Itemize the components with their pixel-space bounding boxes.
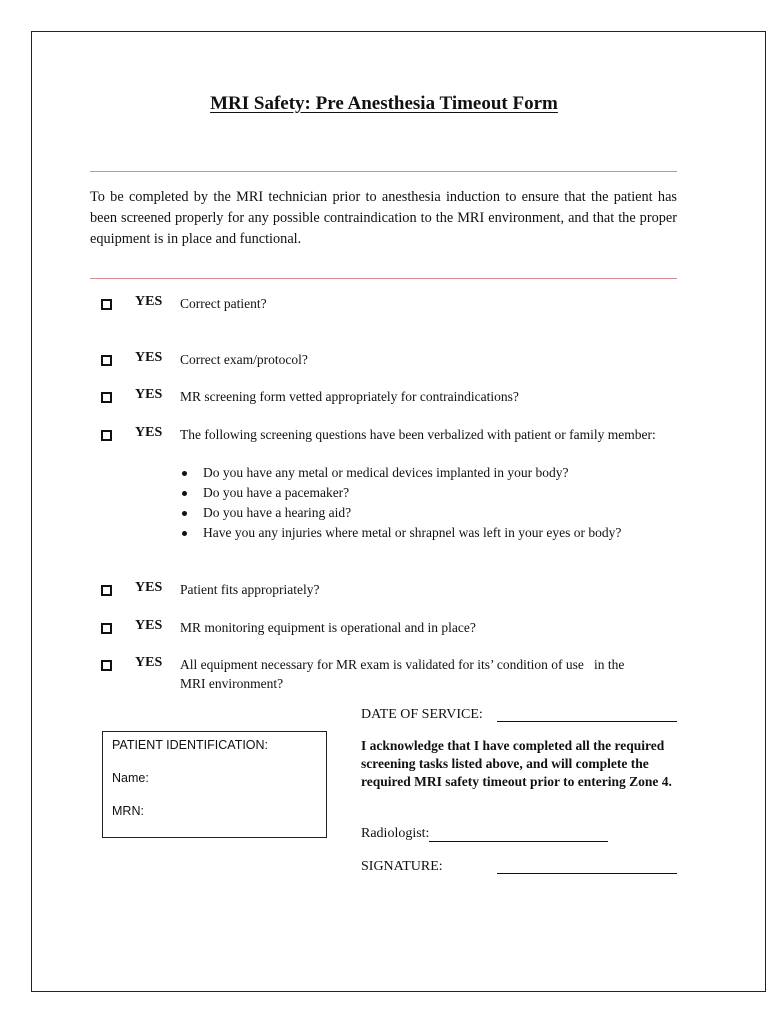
check-row-correct-exam — [101, 350, 681, 372]
checkbox[interactable] — [101, 585, 112, 596]
check-description: MR screening form vetted appropriately for contraindications? — [180, 389, 519, 404]
yes-label: YES — [135, 580, 163, 595]
checkbox[interactable] — [101, 430, 112, 441]
check-description: MR monitoring equipment is operational and in place? — [180, 620, 476, 635]
bullet-icon — [182, 491, 187, 496]
check-description: Patient fits appropriately? — [180, 582, 320, 597]
radiologist-field[interactable] — [429, 841, 608, 842]
patient-identification-heading: PATIENT IDENTIFICATION: — [112, 738, 269, 752]
yes-label: YES — [135, 425, 163, 440]
yes-label: YES — [135, 294, 163, 309]
check-row-monitoring-equipment — [101, 618, 681, 640]
list-item: Do you have a pacemaker? — [180, 483, 621, 503]
check-row-equipment-validated — [101, 655, 681, 695]
yes-label: YES — [135, 655, 163, 670]
screening-question-list — [180, 463, 621, 543]
yes-label: YES — [135, 618, 163, 633]
check-description: Correct exam/protocol? — [180, 352, 308, 367]
divider-bottom — [90, 278, 677, 279]
date-of-service-field[interactable] — [497, 721, 677, 722]
check-row-screening-form — [101, 387, 681, 409]
bullet-icon — [182, 511, 187, 516]
yes-label: YES — [135, 350, 163, 365]
check-row-patient-fits — [101, 580, 681, 602]
radiologist-label: Radiologist: — [361, 826, 430, 841]
bullet-icon — [182, 531, 187, 536]
checkbox[interactable] — [101, 355, 112, 366]
form-title: MRI Safety: Pre Anesthesia Timeout Form — [210, 93, 558, 114]
check-description: The following screening questions have been verbalized with patient or family member: — [180, 427, 656, 442]
checkbox[interactable] — [101, 392, 112, 403]
bullet-icon — [182, 471, 187, 476]
patient-name-label: Name: — [112, 771, 149, 785]
check-row-correct-patient — [101, 294, 681, 316]
checkbox[interactable] — [101, 299, 112, 310]
list-item: Do you have any metal or medical devices implanted in your body? — [180, 463, 621, 483]
intro-paragraph: To be completed by the MRI technician prior to anesthesia induction to ensure that the patient has been screened properly for any possible contraindication to the MRI environment, and that the proper equipment is in place and functional. — [90, 189, 677, 247]
check-row-screening-questions — [101, 425, 681, 447]
divider-top — [90, 171, 677, 172]
patient-mrn-label: MRN: — [112, 804, 144, 818]
date-of-service-label: DATE OF SERVICE: — [361, 707, 483, 722]
signature-label: SIGNATURE: — [361, 859, 443, 874]
patient-identification-box — [102, 731, 327, 838]
list-item: Have you any injuries where metal or shrapnel was left in your eyes or body? — [180, 523, 621, 543]
checkbox[interactable] — [101, 660, 112, 671]
yes-label: YES — [135, 387, 163, 402]
checkbox[interactable] — [101, 623, 112, 634]
list-item: Do you have a hearing aid? — [180, 503, 621, 523]
check-description: Correct patient? — [180, 296, 267, 311]
acknowledgement-statement: I acknowledge that I have completed all the required screening tasks listed above, and will complete the required MRI safety timeout prior to entering Zone 4. — [361, 738, 672, 789]
check-description: All equipment necessary for MR exam is validated for its’ condition of use in the MRI environment? — [180, 657, 628, 691]
signature-field[interactable] — [497, 873, 677, 874]
